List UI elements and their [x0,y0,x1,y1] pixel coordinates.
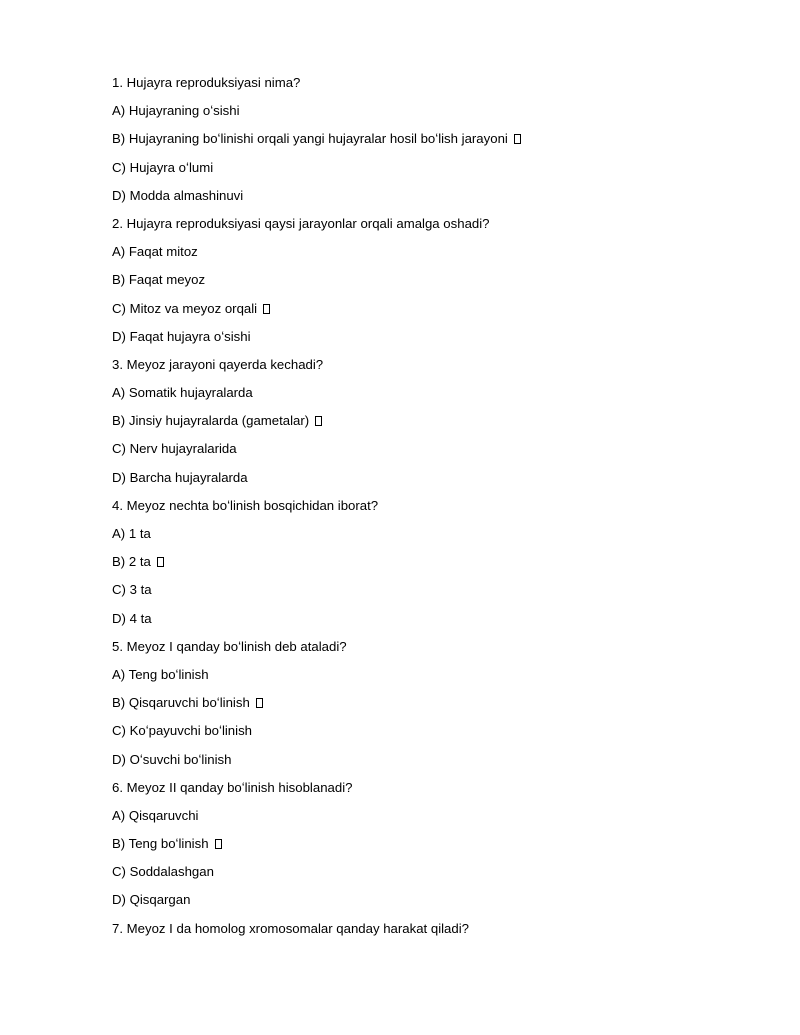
answer-option-line [112,720,772,748]
answer-option-line [112,833,772,861]
correct-answer-marker-icon [315,416,322,426]
answer-option-text: B) Hujayraning boʻlinishi orqali yangi hujayralar hosil boʻlish jarayoni [112,131,508,147]
answer-option-line [112,185,772,213]
question-line [112,354,772,382]
answer-option-text: B) Qisqaruvchi boʻlinish [112,695,250,711]
answer-option-line [112,326,772,354]
answer-option-text: D) Faqat hujayra oʻsishi [112,328,251,344]
answer-option-line [112,805,772,833]
answer-option-text: A) Somatik hujayralarda [112,385,253,401]
answer-option-line [112,579,772,607]
correct-answer-marker-icon [514,134,521,144]
answer-option-text: A) Faqat mitoz [112,244,198,260]
answer-option-line [112,749,772,777]
question-line [112,495,772,523]
answer-option-line [112,128,772,156]
answer-option-line [112,100,772,128]
question-text: 3. Meyoz jarayoni qayerda kechadi? [112,356,324,372]
answer-option-line [112,269,772,297]
answer-option-text: A) 1 ta [112,526,151,541]
answer-option-text: D) Modda almashinuvi [112,187,244,203]
answer-option-text: B) Faqat meyoz [112,272,206,288]
question-line [112,636,772,664]
answer-option-line [112,467,772,495]
question-list [112,72,772,946]
answer-option-line [112,551,772,579]
question-text: 2. Hujayra reproduksiyasi qaysi jarayonlar orqali amalga oshadi? [112,215,490,231]
answer-option-line [112,382,772,410]
question-line [112,777,772,805]
question-line [112,918,772,946]
question-line [112,213,772,241]
answer-option-line [112,861,772,889]
answer-option-text: D) Barcha hujayralarda [112,469,248,485]
answer-option-text: B) 2 ta [112,554,151,570]
answer-option-text: B) Jinsiy hujayralarda (gametalar) [112,413,310,429]
answer-option-text: C) Soddalashgan [112,864,214,880]
answer-option-line [112,410,772,438]
answer-option-text: D) Oʻsuvchi boʻlinish [112,751,232,767]
answer-option-text: C) Koʻpayuvchi boʻlinish [112,723,253,739]
answer-option-line [112,692,772,720]
answer-option-text: C) Hujayra oʻlumi [112,159,214,175]
correct-answer-marker-icon [215,839,222,849]
answer-option-line [112,523,772,551]
answer-option-text: D) 4 ta [112,610,152,626]
answer-option-text: D) Qisqargan [112,892,191,908]
question-text: 7. Meyoz I da homolog xromosomalar qanday harakat qiladi? [112,920,469,936]
answer-option-line [112,608,772,636]
answer-option-line [112,157,772,185]
answer-option-line [112,438,772,466]
correct-answer-marker-icon [157,557,164,567]
correct-answer-marker-icon [263,304,270,314]
question-text: 5. Meyoz I qanday boʻlinish deb ataladi? [112,638,347,654]
answer-option-text: C) Nerv hujayralarida [112,441,237,457]
answer-option-text: B) Teng boʻlinish [112,836,209,852]
answer-option-text: A) Teng boʻlinish [112,666,209,682]
answer-option-line [112,889,772,917]
question-text: 1. Hujayra reproduksiyasi nima? [112,75,301,90]
answer-option-text: C) Mitoz va meyoz orqali [112,300,258,316]
answer-option-line [112,241,772,269]
answer-option-line [112,298,772,326]
answer-option-line [112,664,772,692]
question-text: 4. Meyoz nechta boʻlinish bosqichidan iborat? [112,497,379,513]
answer-option-text: A) Hujayraning oʻsishi [112,103,240,119]
question-text: 6. Meyoz II qanday boʻlinish hisoblanadi? [112,779,353,795]
answer-option-text: C) 3 ta [112,582,152,598]
answer-option-text: A) Qisqaruvchi [112,807,199,823]
question-line [112,72,772,100]
correct-answer-marker-icon [256,698,263,708]
